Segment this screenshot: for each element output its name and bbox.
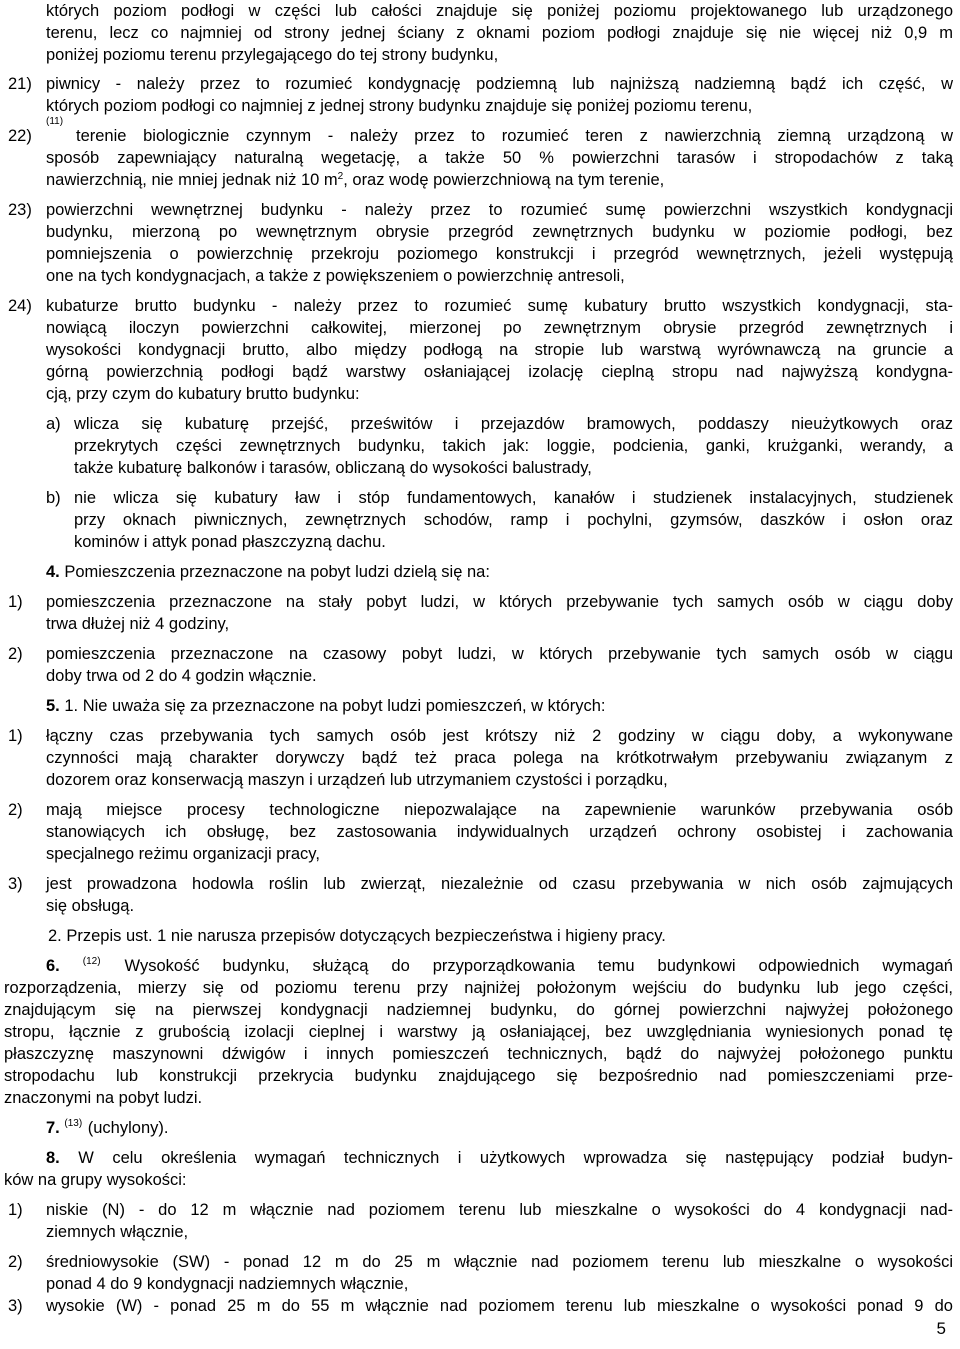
text-line: mają miejsce procesy technologiczne niepozwalające na zapewnienie warunków przebywania osób [46,801,953,819]
text-fragment: nawierzchnią, nie mniej jednak niż 10 m [46,171,338,189]
item-number: 2) [8,645,23,663]
section-heading [46,561,490,583]
item-number: 3) [8,875,23,893]
footnote-marker: (13) [64,1118,83,1129]
text-line: one na tych kondygnacjach, a także z powiększeniem o powierzchnię antresoli, [46,267,625,285]
text-line: stropu, łącznie z grubością izolacji cieplnej i warstwy ją osłaniającej, bez uwzględniania wyniesionych ponad tę [4,1023,953,1041]
text-line: wlicza się kubaturę przejść, prześwitów i przejazdów bramowych, poddaszy nieużytkowych oraz [74,415,953,433]
section-text: W celu określenia wymagań technicznych i użytkowych wprowadza się następujący podział budyn- [59,1149,953,1167]
section-text: Wysokość budynku, służącą do przyporządkowania temu budynkowi odpowiednich wymagań [124,957,953,975]
text-line: ziemnych włącznie, [46,1223,189,1241]
item-number: 21) [8,75,32,93]
text-line: znajdującym się na pierwszej kondygnacji nadziemnej budynku, do górnej powierzchni najwyżej położonego [4,1001,953,1019]
text-line: kubaturze brutto budynku - należy przez to rozumieć sumę kubatury brutto wszystkich kondygnacji, sta- [46,297,953,315]
subitem-label: a) [46,415,61,433]
item-number: 22) [8,127,32,145]
footnote-marker: (11) [46,116,64,127]
text-line: średniowysokie (SW) - ponad 12 m do 25 m włącznie nad poziomem terenu lub mieszkalne o wysokości [46,1253,953,1271]
page-number: 5 [936,1319,946,1338]
text-line: przekrytych części zewnętrznych budynku, takich jak: loggie, podcienia, ganki, krużganki, werandy, a [74,437,953,455]
text-line: pomieszczenia przeznaczone na czasowy pobyt ludzi, w których przebywanie tych samych osób w ciągu [46,645,953,663]
item-number: 1) [8,593,23,611]
text-line: doby trwa od 2 do 4 godzin włącznie. [46,667,317,685]
text-line: terenu, lecz co najmniej od strony jednej ściany z oknami poziom podłogi znajduje się nie więcej niż 0,9 m [46,24,953,42]
item-number: 23) [8,201,32,219]
text-line: których poziom podłogi co najmniej z jednej strony budynku znajduje się poniżej poziomu terenu, [46,97,753,115]
text-line: wysokości kondygnacji brutto, albo między podłogą na stropie lub warstwą wyrównawczą na gruncie a [46,341,953,359]
section-number: 5. [46,697,60,715]
text-line: których poziom podłogi w części lub całości znajduje się poniżej poziomu projektowanego lub urządzonego [46,2,953,20]
text-line: wysokie (W) - ponad 25 m do 55 m włącznie nad poziomem terenu lub mieszkalne o wysokości ponad 9 do [46,1297,953,1315]
text-line [46,169,664,194]
section-number: 8. [46,1149,60,1167]
text-line: przy oknach piwnicznych, zewnętrznych schodów, ramp i pochylni, gzymsów, daszków i osłon oraz [74,511,953,529]
text-line: łączny czas przebywania tych samych osób jest krótszy niż 2 godziny w ciągu doby, a wykonywane [46,727,953,745]
text-line: specjalnego reżimu organizacji pracy, [46,845,320,863]
text-line: górną powierzchnią podłogi bądź warstwy osłaniającej izolację cieplną stropu nad najwyższą kondygna- [46,363,953,381]
text-line: cją, przy czym do kubatury brutto budynku: [46,385,360,403]
item-number: 24) [8,297,32,315]
section-intro: 1. Nie uważa się za przeznaczone na pobyt ludzi pomieszczeń, w których: [59,697,606,715]
section-number: 6. [46,957,60,975]
paragraph-ust-2: 2. Przepis ust. 1 nie narusza przepisów dotyczących bezpieczeństwa i higieny pracy. [48,927,666,945]
section-heading [46,695,605,717]
text-line: pomieszczenia przeznaczone na stały pobyt ludzi, w których przebywanie tych samych osób w ciągu doby [46,593,953,611]
text-line: stropodachu lub konstrukcji przekrycia budynku znajdującego się bezpośrednio nad pomieszczeniami prze- [4,1067,953,1085]
item-number: 2) [8,801,23,819]
text-line: kominów i attyk ponad płaszczyzną dachu. [74,533,386,551]
superscript: 2 [337,171,344,182]
text-fragment: , oraz wodę powierzchniową na tym terenie, [343,171,665,189]
section-text: (uchylony). [87,1119,169,1137]
text-line: niskie (N) - do 12 m włącznie nad poziomem terenu lub mieszkalne o wysokości do 4 kondygnacji nad- [46,1201,953,1219]
text-line: poniżej poziomu terenu przylegającego do tej strony budynku, [46,46,499,64]
text-line: czynności mają charakter dorywczy bądź też praca polega na krótkotrwałym przebywaniu związanym z [46,749,953,767]
text-line: także kubaturę balkonów i tarasów, obliczaną do wysokości balustrady, [74,459,592,477]
footnote-marker: (12) [82,956,101,967]
section-number: 4. [46,563,60,581]
text-line: nowiącą iloczyn powierzchni całkowitej, mierzonej po zewnętrznym obrysie przegród zewnętrznych i [46,319,953,337]
section-intro: Pomieszczenia przeznaczone na pobyt ludzi dzielą się na: [59,563,490,581]
text-line: ków na grupy wysokości: [4,1171,187,1189]
subitem-label: b) [46,489,61,507]
text-line: się obsługą. [46,897,135,915]
text-line: powierzchni wewnętrznej budynku - należy przez to rozumieć sumę powierzchni wszystkich kondygnacji [46,201,953,219]
text-line: piwnicy - należy przez to rozumieć kondygnację podziemną lub najniższą nadziemną bądź ich część, w [46,75,953,93]
text-line: stanowiących ich obsługę, bez zastosowania indywidualnych urządzeń ochrony osobistej i zachowania [46,823,953,841]
section-heading [46,1117,168,1142]
text-line: dozorem oraz konserwacją maszyn i urządzeń lub utrzymaniem czystości i porządku, [46,771,668,789]
text-line: ponad 4 do 9 kondygnacji nadziemnych włącznie, [46,1275,409,1293]
section-heading [46,1147,953,1169]
text-line: pomniejszenia o powierzchnię przekroju poziomego konstrukcji i przegród wewnętrznych, jeżeli występują [46,245,953,263]
item-number: 2) [8,1253,23,1271]
text-line: płaszczyznę maszynowni dźwigów i innych pomieszczeń technicznych, bądź do najwyżej położonego punktu [4,1045,953,1063]
item-number: 1) [8,727,23,745]
text-line: sposób zapewniający naturalną wegetację, a także 50 % powierzchni tarasów i stropodachów z taką [46,149,953,167]
text-line: jest prowadzona hodowla roślin lub zwierząt, niezależnie od czasu przebywania w nich osób zajmujących [46,875,953,893]
text-line: znaczonymi na pobyt ludzi. [4,1089,203,1107]
text-line: terenie biologicznie czynnym - należy przez to rozumieć teren z nawierzchnią ziemną urządzoną w [76,127,953,145]
section-number: 7. [46,1119,60,1137]
text-line: trwa dłużej niż 4 godziny, [46,615,230,633]
text-line: budynku, mierzoną po wewnętrznym obrysie przegród zewnętrznych budynku w poziomie podłogi, bez [46,223,953,241]
item-number: 1) [8,1201,23,1219]
text-line: nie wlicza się kubatury ław i stóp fundamentowych, kanałów i studzienek instalacyjnych, studzienek [74,489,953,507]
item-number: 3) [8,1297,23,1315]
text-line: rozporządzenia, mierzy się od poziomu terenu przy najniżej położonym wejściu do budynku lub jego części, [4,979,953,997]
